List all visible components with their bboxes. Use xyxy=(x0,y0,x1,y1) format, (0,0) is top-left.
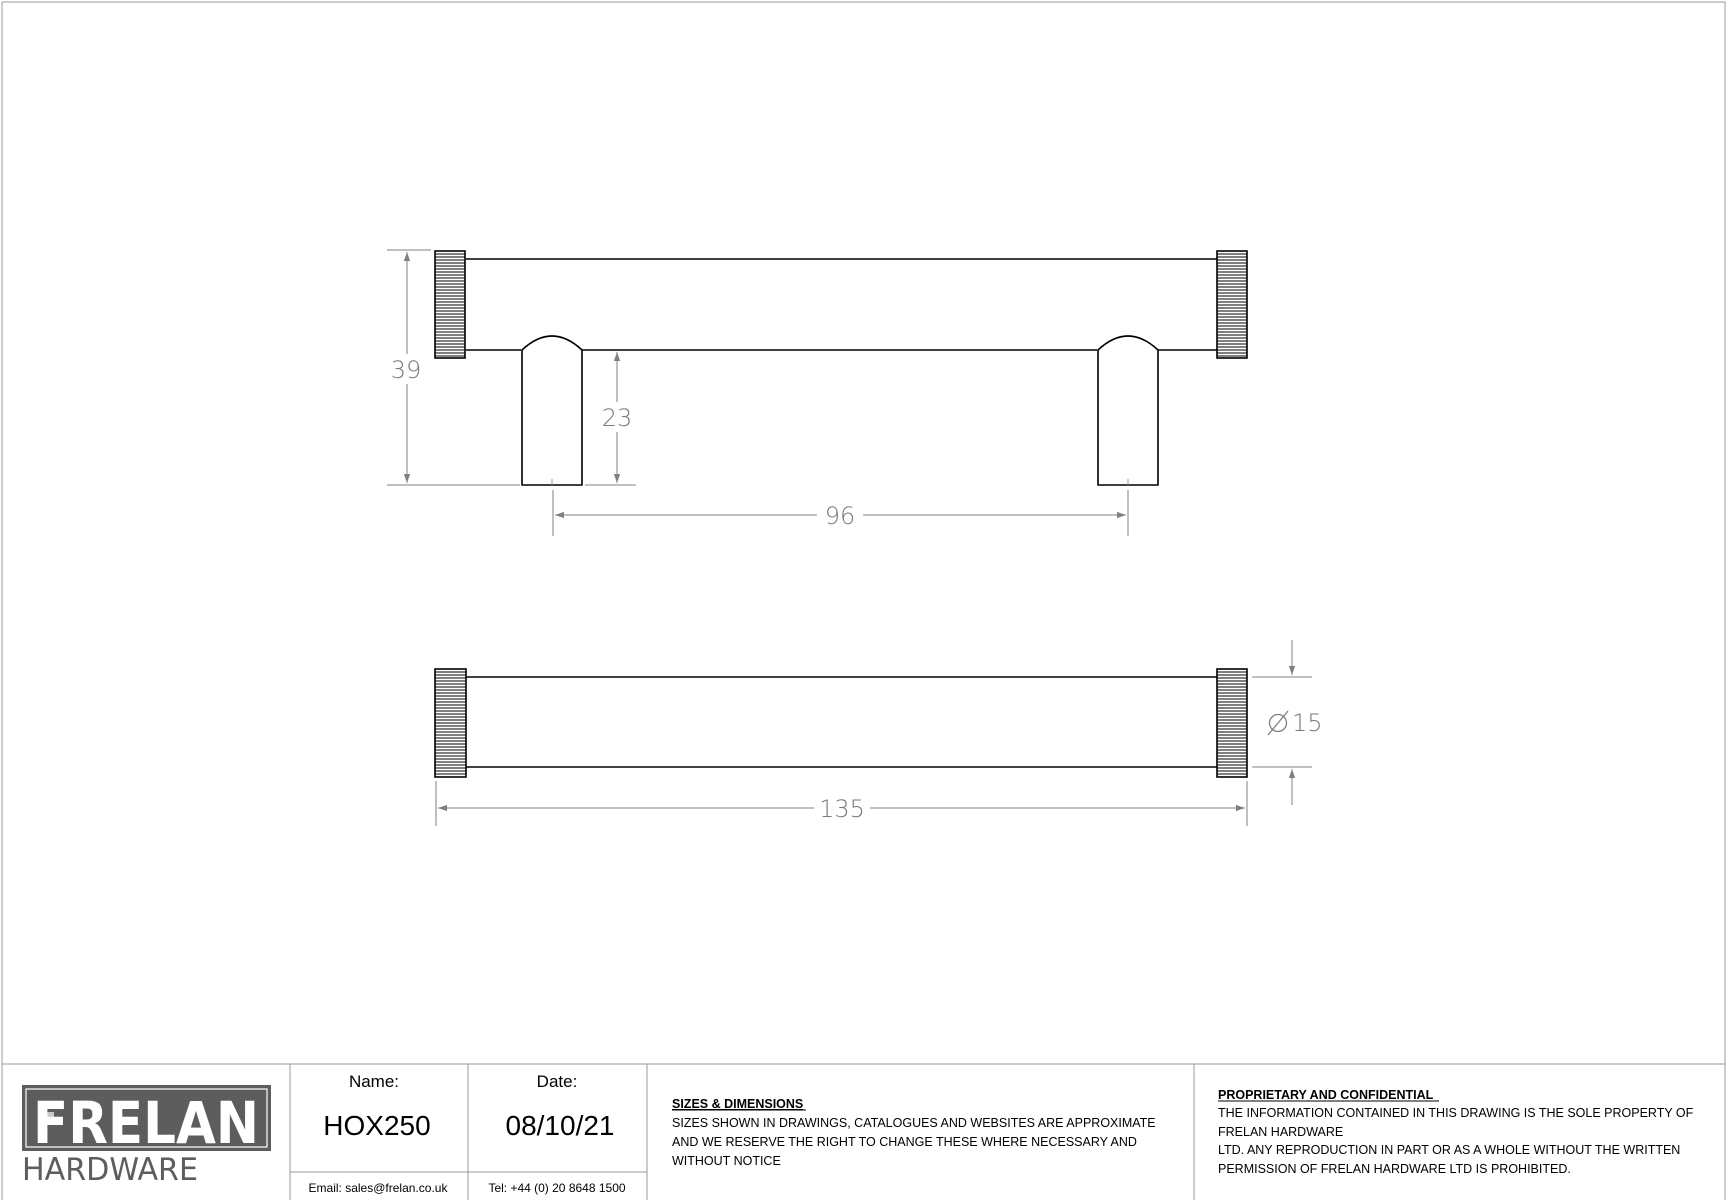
diameter-symbol-icon xyxy=(1268,711,1288,735)
dimension-length-label: 135 xyxy=(819,795,865,823)
proprietary-line-4: PERMISSION OF FRELAN HARDWARE LTD IS PROHIBITED. xyxy=(1218,1162,1571,1176)
dimension-centres-label: 96 xyxy=(824,502,856,530)
proprietary-line-3: LTD. ANY REPRODUCTION IN PART OR AS A WHOLE WITHOUT THE WRITTEN xyxy=(1218,1143,1681,1157)
logo-subtitle-text: HARDWARE xyxy=(22,1152,198,1188)
sizes-note-line-3: WITHOUT NOTICE xyxy=(672,1154,781,1168)
leg-left xyxy=(522,336,582,485)
sizes-note-line-2: AND WE RESERVE THE RIGHT TO CHANGE THESE WHERE NECESSARY AND xyxy=(672,1135,1137,1149)
frelan-hardware-logo xyxy=(22,1085,271,1188)
knurled-end-cap-right xyxy=(1217,251,1247,358)
sheet-border xyxy=(2,2,1725,1200)
contact-phone: Tel: +44 (0) 20 8648 1500 xyxy=(488,1181,626,1195)
sizes-heading: SIZES & DIMENSIONS xyxy=(672,1097,804,1111)
dimension-diameter-label: 15 xyxy=(1292,709,1323,737)
product-code: HOX250 xyxy=(323,1110,431,1141)
proprietary-heading: PROPRIETARY AND CONFIDENTIAL xyxy=(1218,1088,1434,1102)
knurled-end-cap-left xyxy=(435,251,465,358)
logo-brand-text: FRELAN xyxy=(33,1089,259,1157)
top-view xyxy=(435,669,1247,777)
top-view-knurled-cap-right xyxy=(1217,669,1247,777)
leg-right xyxy=(1098,336,1158,485)
dimension-height-leg-label: 23 xyxy=(601,404,633,432)
top-view-knurled-cap-left xyxy=(435,669,466,777)
front-view xyxy=(435,251,1247,485)
proprietary-line-1: THE INFORMATION CONTAINED IN THIS DRAWING IS THE SOLE PROPERTY OF xyxy=(1218,1106,1694,1120)
name-label: Name: xyxy=(348,1072,400,1091)
proprietary-line-2: FRELAN HARDWARE xyxy=(1218,1125,1344,1139)
dimension-height-total-label: 39 xyxy=(390,356,422,384)
date-value: 08/10/21 xyxy=(505,1110,615,1141)
sizes-note-line-1: SIZES SHOWN IN DRAWINGS, CATALOGUES AND WEBSITES ARE APPROXIMATE xyxy=(672,1116,1156,1130)
contact-email: Email: sales@frelan.co.uk xyxy=(308,1181,448,1195)
date-label: Date: xyxy=(536,1072,578,1091)
